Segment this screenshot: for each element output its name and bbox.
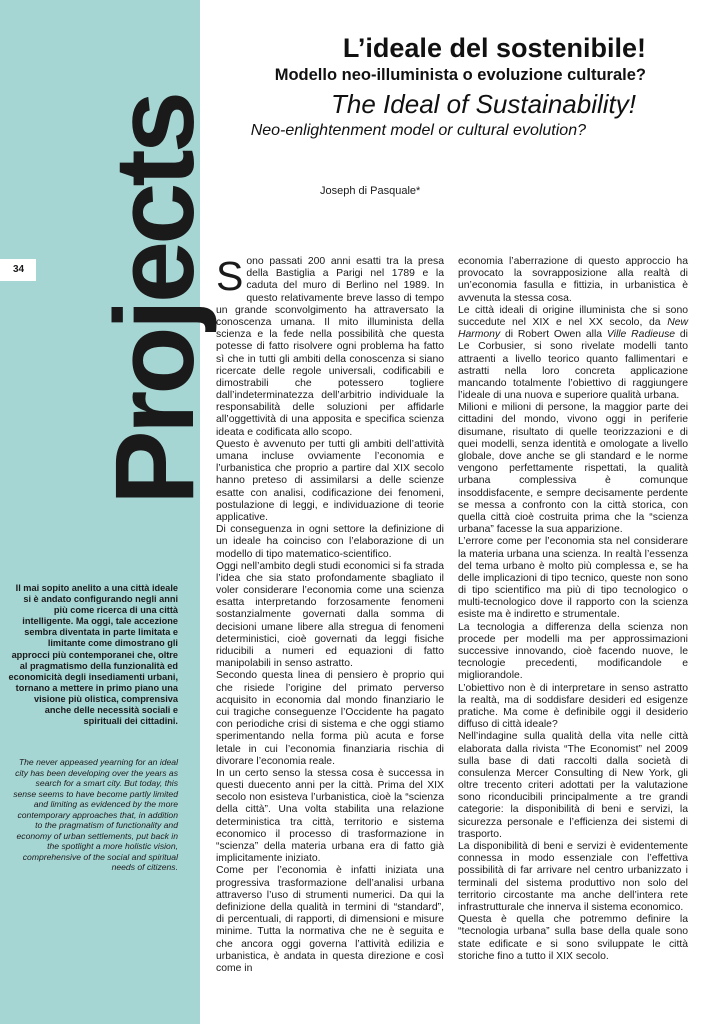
body-paragraph: Milioni e milioni di persone, la maggior parte dei cittadini del mondo, vivono oggi in periferie disumane, risultato di quelle teorizzazioni e di quei modelli, senza identità e omologate a livello globale, dove anche se gli standard e le norme vengono perfettamente rispettati, la qualità urbana complessiva è comunque insoddisfacente, e sempre decisamente perdente se messa a confronto con la città storica, con quella città cioè costruita prima che la “scienza urbana” facesse la sua apparizione.: [458, 402, 688, 536]
body-paragraph: Nell’indagine sulla qualità della vita nelle città elaborata dalla rivista “The Economist” nel 2009 sulla base di dati raccolti dalla società di consulenza Mercer Consulting di New York, gli oltre trecento criteri adottati per la valutazione sono riconducibili principalmente a tre grandi categorie: la disponibilità di beni e servizi, la sicurezza personale e l’efficienza dei sistemi di trasporto.: [458, 731, 688, 840]
page-number: 34: [13, 264, 25, 275]
body-paragraph: La tecnologia a differenza della scienza non procede per modelli ma per approssimazioni successive innovando, cioè facendo nuove, le tecnologie precedenti, modificandole e migliorandole.: [458, 621, 688, 682]
article-title-english: The Ideal of Sustainability!: [331, 89, 636, 119]
italic-term: Ville Radieuse: [606, 329, 676, 341]
body-column-1: [216, 253, 444, 975]
italic-term: New Harmony: [458, 316, 688, 341]
body-paragraph: L’errore come per l’economia sta nel considerare la materia urbana una scienza. In realtà l’essenza del tema urbano è molto più complessa e, se ha delle implicazioni di tipo tecnico, queste non sono di tipo scientifico ma più di tipo tecnologico o multi-tecnologico dove il rapporto con la scienza esiste ma è indiretto e strumentale.: [458, 536, 688, 621]
body-column-2: [458, 256, 688, 963]
body-paragraph: Sono passati 200 anni esatti tra la presa della Bastiglia a Parigi nel 1789 e la caduta del muro di Berlino nel 1989. In questo relativamente breve lasso di tempo un grande sconvolgimento ha attraversato la conoscenza umana. Il mito illuminista della scienza e la fede nella possibilità che questa potesse di fatto risolvere ogni problema ha fatto sì che in tutti gli ambiti della conoscenza si siano ricercate delle regole universali, codificabili e dimostrabili che potessero togliere dall’indeterminatezza dell’arbitrio individuale la responsabilità delle soluzioni per affidarle all’oggettività di una apposita e specifica scienza ideata e codificata allo scopo.: [216, 253, 444, 438]
body-paragraph: Come per l’economia è infatti iniziata una progressiva trasformazione dell’analisi urbana attraverso l’uso di strumenti numerici. Da qui la definizione della qualità in termini di “standard”, di percentuali, di rapporti, di dimensioni e misure minime. Tutta la normativa che ne è seguita e che ancora oggi governa l’attività edilizia e urbanistica, è andata in questa direzione e così come in: [216, 865, 444, 974]
article-subtitle-english: Neo-enlightenment model or cultural evolution?: [250, 122, 586, 139]
drop-cap: S: [216, 253, 244, 299]
article-title-italian: L’ideale del sostenibile!: [342, 33, 646, 63]
body-paragraph: Di conseguenza in ogni settore la definizione di un ideale ha coinciso con l’elaborazione di un modello di tipo matematico-scientifico.: [216, 524, 444, 560]
body-paragraph: Questa è quella che potremmo definire la “tecnologia urbana” sulla base della quale sono state edificate e si sono sviluppate le città storiche fino a tutto il XIX secolo.: [458, 914, 688, 962]
author-byline: Joseph di Pasquale*: [320, 185, 421, 197]
section-title-vertical: Projects: [92, 95, 217, 505]
body-paragraph: La disponibilità di beni e servizi è evidentemente connessa in modo essenziale con l’effettiva possibilità di far arrivare nel centro urbanizzato i terminali del sistema produttivo non solo del territorio circostante ma anche dell’intera rete infrastrutturale che innerva il sistema economico.: [458, 841, 688, 913]
body-paragraph: Oggi nell’ambito degli studi economici si fa strada l’idea che sia stato profondamente sbagliato il voler considerare l’economia come una scienza esatta interpretando forzosamente fenomeni sostanzialmente governati dalla somma di decisioni umane libere alla stregua di fenomeni deterministici, cioè governati da leggi fisiche riducibili a numeri ed equazioni di fatto manipolabili in senso astratto.: [216, 560, 444, 670]
body-paragraph: economia l’aberrazione di questo approccio ha provocato la sovrapposizione alla realtà di un’economia fasulla e fittizia, in urbanistica è avvenuta la stessa cosa.: [458, 256, 688, 304]
abstract-english: The never appeased yearning for an ideal city has been developing over the years as search for a smart city. But today, this sense seems to have become partly limited and limiting as evidenced by the more contemporary approaches that, in addition to the pragmatism of functionality and economy of urban settlements, put back in the spotlight a more holistic vision, comprehensive of the social and spiritual needs of citizens.: [13, 757, 178, 872]
body-paragraph: In un certo senso la stessa cosa è successa in questi duecento anni per la città. Prima del XIX secolo non esisteva l’urbanistica, cioè la “scienza della città”. Una volta stabilita una relazione deterministica tra città, territorio e sistema economico il processo di trasformazione in “scienza” della materia urbana era di fatto già implicitamente iniziato.: [216, 767, 444, 865]
abstract-italian: Il mai sopito anelito a una città ideale si è andato configurando negli anni più come ricerca di una città intelligente. Ma oggi, tale accezione sembra diventata in parte limitata e limitante come dimostrano gli approcci più contemporanei che, oltre al pragmatismo della funzionalità ed economicità degli insediamenti urbani, tornano a mettere in primo piano una visione più olistica, comprensiva anche delle necessità sociali e spirituali dei cittadini.: [8, 583, 178, 727]
article-subtitle-italian: Modello neo-illuminista o evoluzione culturale?: [274, 66, 646, 84]
body-paragraph: L’obiettivo non è di interpretare in senso astratto la realtà, ma di soddisfare desideri ed esigenze pratiche. Ma come è definibile oggi il desiderio diffuso di città ideale?: [458, 682, 688, 731]
body-paragraph: Le città ideali di origine illuminista che si sono succedute nel XIX e nel XX secolo, da New Harmony di Robert Owen alla Ville Radieuse di Le Corbusier, si sono rivelate modelli tanto attraenti a livello teorico quanto fallimentari e astratti nella loro concreta applicazione mancando totalmente l’obiettivo di raggiungere l’ideale di una nuova e superiore qualità urbana.: [458, 304, 688, 402]
body-paragraph: Questo è avvenuto per tutti gli ambiti dell’attività umana incluse ovviamente l’economia e l’urbanistica che proprio a partire dal XIX secolo hanno preteso di assimilarsi a delle scienze esatte con analisi, codificazione dei fenomeni, postulazione di leggi, e individuazione di teorie applicative.: [216, 438, 444, 523]
body-paragraph: Secondo questa linea di pensiero è proprio qui che risiede l’origine del primato perverso acquisito in economia dal mondo finanziario le cui tragiche conseguenze l’Occidente ha pagato con periodiche crisi di sistema e che oggi stiamo sperimentando nella forma più acuta e forse letale in cui l’economia finanziaria rischia di divorare l’economia reale.: [216, 670, 444, 767]
